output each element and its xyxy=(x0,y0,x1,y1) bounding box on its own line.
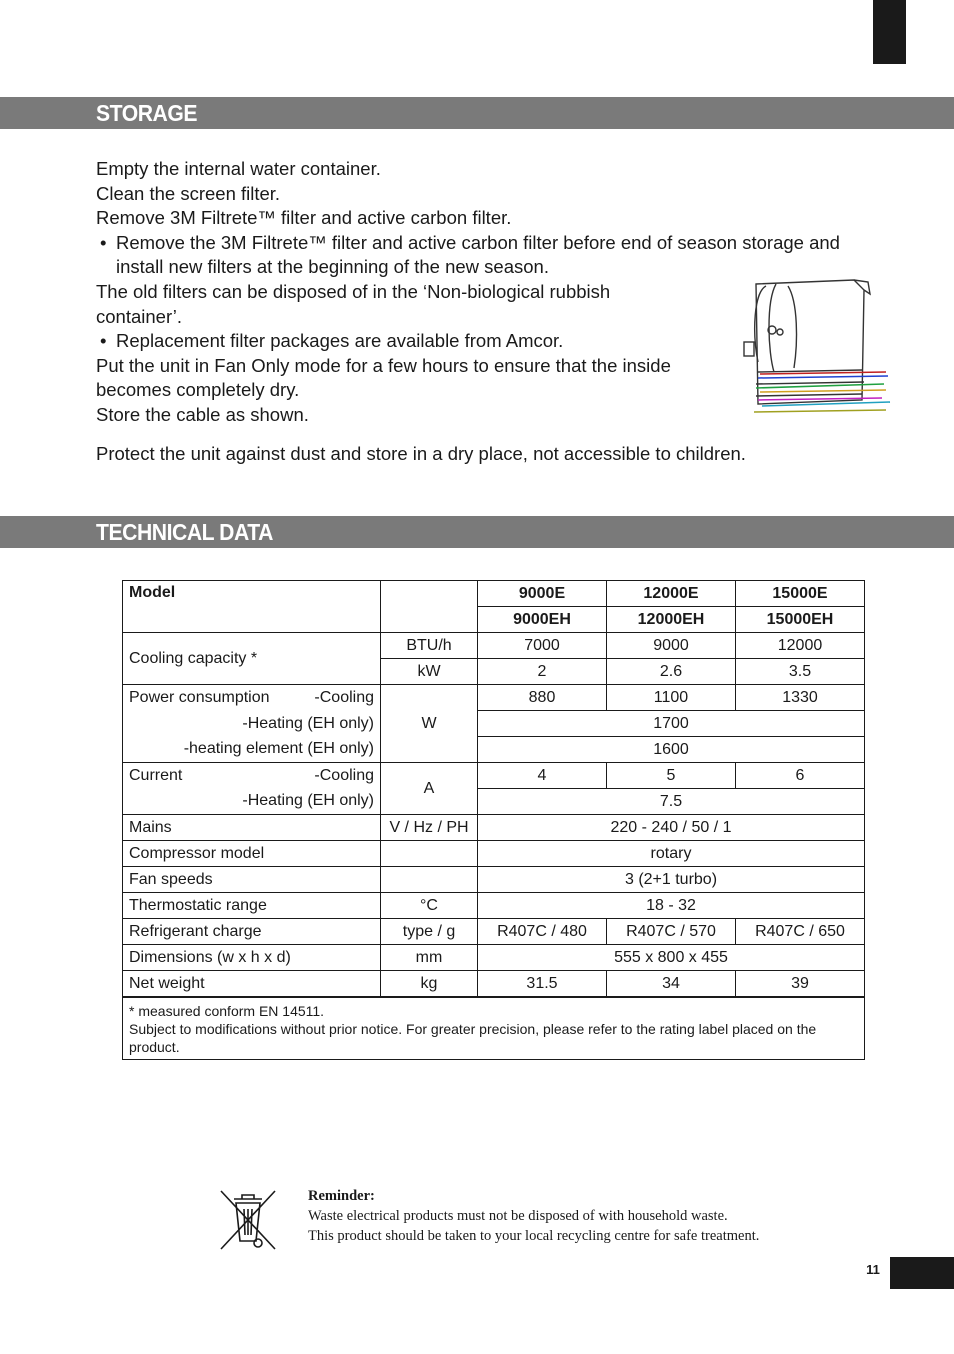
technical-title: TECHNICAL DATA xyxy=(96,519,273,545)
current-heating-cell xyxy=(123,789,381,815)
net-weight-unit: kg xyxy=(381,971,478,998)
refrigerant-label: Refrigerant charge xyxy=(123,919,381,945)
compressor-unit xyxy=(381,841,478,867)
model-12000eh: 12000EH xyxy=(607,607,736,633)
table-row xyxy=(123,633,865,659)
table-cell: 6 xyxy=(736,763,865,789)
table-row xyxy=(123,893,865,919)
bullet-dot: • xyxy=(100,231,107,253)
table-cell: 555 x 800 x 455 xyxy=(478,945,865,971)
power-cooling-sublabel: -Cooling xyxy=(314,688,374,706)
top-tab-marker xyxy=(873,0,906,64)
table-cell: 3 (2+1 turbo) xyxy=(478,867,865,893)
table-cell: 4 xyxy=(478,763,607,789)
table-cell: 39 xyxy=(736,971,865,998)
storage-fan-only-1: Put the unit in Fan Only mode for a few hours to ensure that the inside xyxy=(96,354,671,376)
table-row xyxy=(123,971,865,998)
table-cell: 34 xyxy=(607,971,736,998)
bottom-tab-marker xyxy=(890,1257,954,1289)
cooling-unit-btu: BTU/h xyxy=(381,633,478,659)
reminder-block xyxy=(308,1186,759,1246)
model-15000e: 15000E xyxy=(736,581,865,607)
table-row xyxy=(123,789,865,815)
thermostatic-range-unit: °C xyxy=(381,893,478,919)
technical-header-bar xyxy=(0,516,954,548)
power-unit: W xyxy=(381,685,478,763)
technical-data-table xyxy=(122,580,865,1060)
power-label-cell xyxy=(123,685,381,711)
storage-title: STORAGE xyxy=(96,100,198,126)
fan-speeds-label: Fan speeds xyxy=(123,867,381,893)
table-cell: 9000 xyxy=(607,633,736,659)
current-label: Current xyxy=(129,766,183,784)
model-15000eh: 15000EH xyxy=(736,607,865,633)
mains-unit: V / Hz / PH xyxy=(381,815,478,841)
reminder-title: Reminder: xyxy=(308,1188,375,1204)
table-row xyxy=(123,867,865,893)
model-label: Model xyxy=(123,581,381,633)
bullet-1-line-1: Remove the 3M Filtrete™ filter and active carbon filter before end of season storage and xyxy=(116,231,840,253)
table-cell: 1330 xyxy=(736,685,865,711)
table-cell: 7000 xyxy=(478,633,607,659)
model-9000e: 9000E xyxy=(478,581,607,607)
storage-old-filters-1: The old filters can be disposed of in the ‘Non-biological rubbish xyxy=(96,280,611,302)
storage-old-filters-2: container’. xyxy=(96,305,183,327)
table-row xyxy=(123,945,865,971)
bullet-dot: • xyxy=(100,330,107,352)
table-cell: 1700 xyxy=(478,711,865,737)
table-row xyxy=(123,581,865,607)
cooling-unit-kw: kW xyxy=(381,659,478,685)
storage-line-empty: Empty the internal water container. xyxy=(96,158,381,179)
table-cell: 220 - 240 / 50 / 1 xyxy=(478,815,865,841)
table-row xyxy=(123,685,865,711)
power-heating-cell xyxy=(123,711,381,737)
table-cell: 2 xyxy=(478,659,607,685)
fan-speeds-unit xyxy=(381,867,478,893)
storage-store-cable: Store the cable as shown. xyxy=(96,403,309,425)
footnote-measured: * measured conform EN 14511. xyxy=(129,1003,325,1019)
table-cell: 7.5 xyxy=(478,789,865,815)
refrigerant-unit: type / g xyxy=(381,919,478,945)
reminder-line-1: Waste electrical products must not be disposed of with household waste. xyxy=(308,1208,728,1224)
table-row xyxy=(123,997,865,1060)
table-cell: R407C / 480 xyxy=(478,919,607,945)
power-element-cell xyxy=(123,737,381,763)
dimensions-unit: mm xyxy=(381,945,478,971)
table-row xyxy=(123,763,865,789)
air-conditioner-unit-image xyxy=(736,272,892,422)
table-cell: 5 xyxy=(607,763,736,789)
compressor-label: Compressor model xyxy=(123,841,381,867)
thermostatic-range-label: Thermostatic range xyxy=(123,893,381,919)
storage-line-clean: Clean the screen filter. xyxy=(96,182,281,204)
table-row xyxy=(123,711,865,737)
mains-label: Mains xyxy=(123,815,381,841)
model-12000e: 12000E xyxy=(607,581,736,607)
power-element-sublabel: -heating element (EH only) xyxy=(183,740,374,758)
table-cell: 1600 xyxy=(478,737,865,763)
table-cell: 31.5 xyxy=(478,971,607,998)
footnote-modifications: Subject to modifications without prior notice. For greater precision, please refer to the rating label placed on the product. xyxy=(129,1021,817,1055)
table-cell: 2.6 xyxy=(607,659,736,685)
table-cell: 880 xyxy=(478,685,607,711)
storage-header-bar xyxy=(0,97,954,129)
storage-protect: Protect the unit against dust and store in a dry place, not accessible to children. xyxy=(96,443,746,464)
storage-fan-only-2: becomes completely dry. xyxy=(96,379,300,401)
table-cell: 12000 xyxy=(736,633,865,659)
current-unit: A xyxy=(381,763,478,815)
table-row xyxy=(123,841,865,867)
table-cell: R407C / 650 xyxy=(736,919,865,945)
current-label-cell xyxy=(123,763,381,789)
table-cell: 3.5 xyxy=(736,659,865,685)
storage-line-remove: Remove 3M Filtrete™ filter and active carbon filter. xyxy=(96,207,512,229)
table-row xyxy=(123,815,865,841)
cooling-capacity-label: Cooling capacity * xyxy=(123,633,381,685)
current-cooling-sublabel: -Cooling xyxy=(314,766,374,784)
power-consumption-label: Power consumption xyxy=(129,688,270,706)
model-unit-cell xyxy=(381,581,478,633)
table-cell: R407C / 570 xyxy=(607,919,736,945)
crossed-out-wheelie-bin-icon xyxy=(218,1187,278,1253)
power-heating-sublabel: -Heating (EH only) xyxy=(242,714,374,732)
model-9000eh: 9000EH xyxy=(478,607,607,633)
current-heating-sublabel: -Heating (EH only) xyxy=(242,792,374,810)
bullet-1-line-2: install new filters at the beginning of the new season. xyxy=(116,256,549,278)
table-cell: rotary xyxy=(478,841,865,867)
table-footnote xyxy=(123,997,865,1060)
table-cell: 1100 xyxy=(607,685,736,711)
table-cell: 18 - 32 xyxy=(478,893,865,919)
dimensions-label: Dimensions (w x h x d) xyxy=(123,945,381,971)
net-weight-label: Net weight xyxy=(123,971,381,998)
table-row xyxy=(123,919,865,945)
bullet-2-text: Replacement filter packages are available from Amcor. xyxy=(116,330,564,352)
page-number: 11 xyxy=(866,1262,880,1277)
table-row xyxy=(123,737,865,763)
reminder-line-2: This product should be taken to your local recycling centre for safe treatment. xyxy=(308,1228,760,1244)
